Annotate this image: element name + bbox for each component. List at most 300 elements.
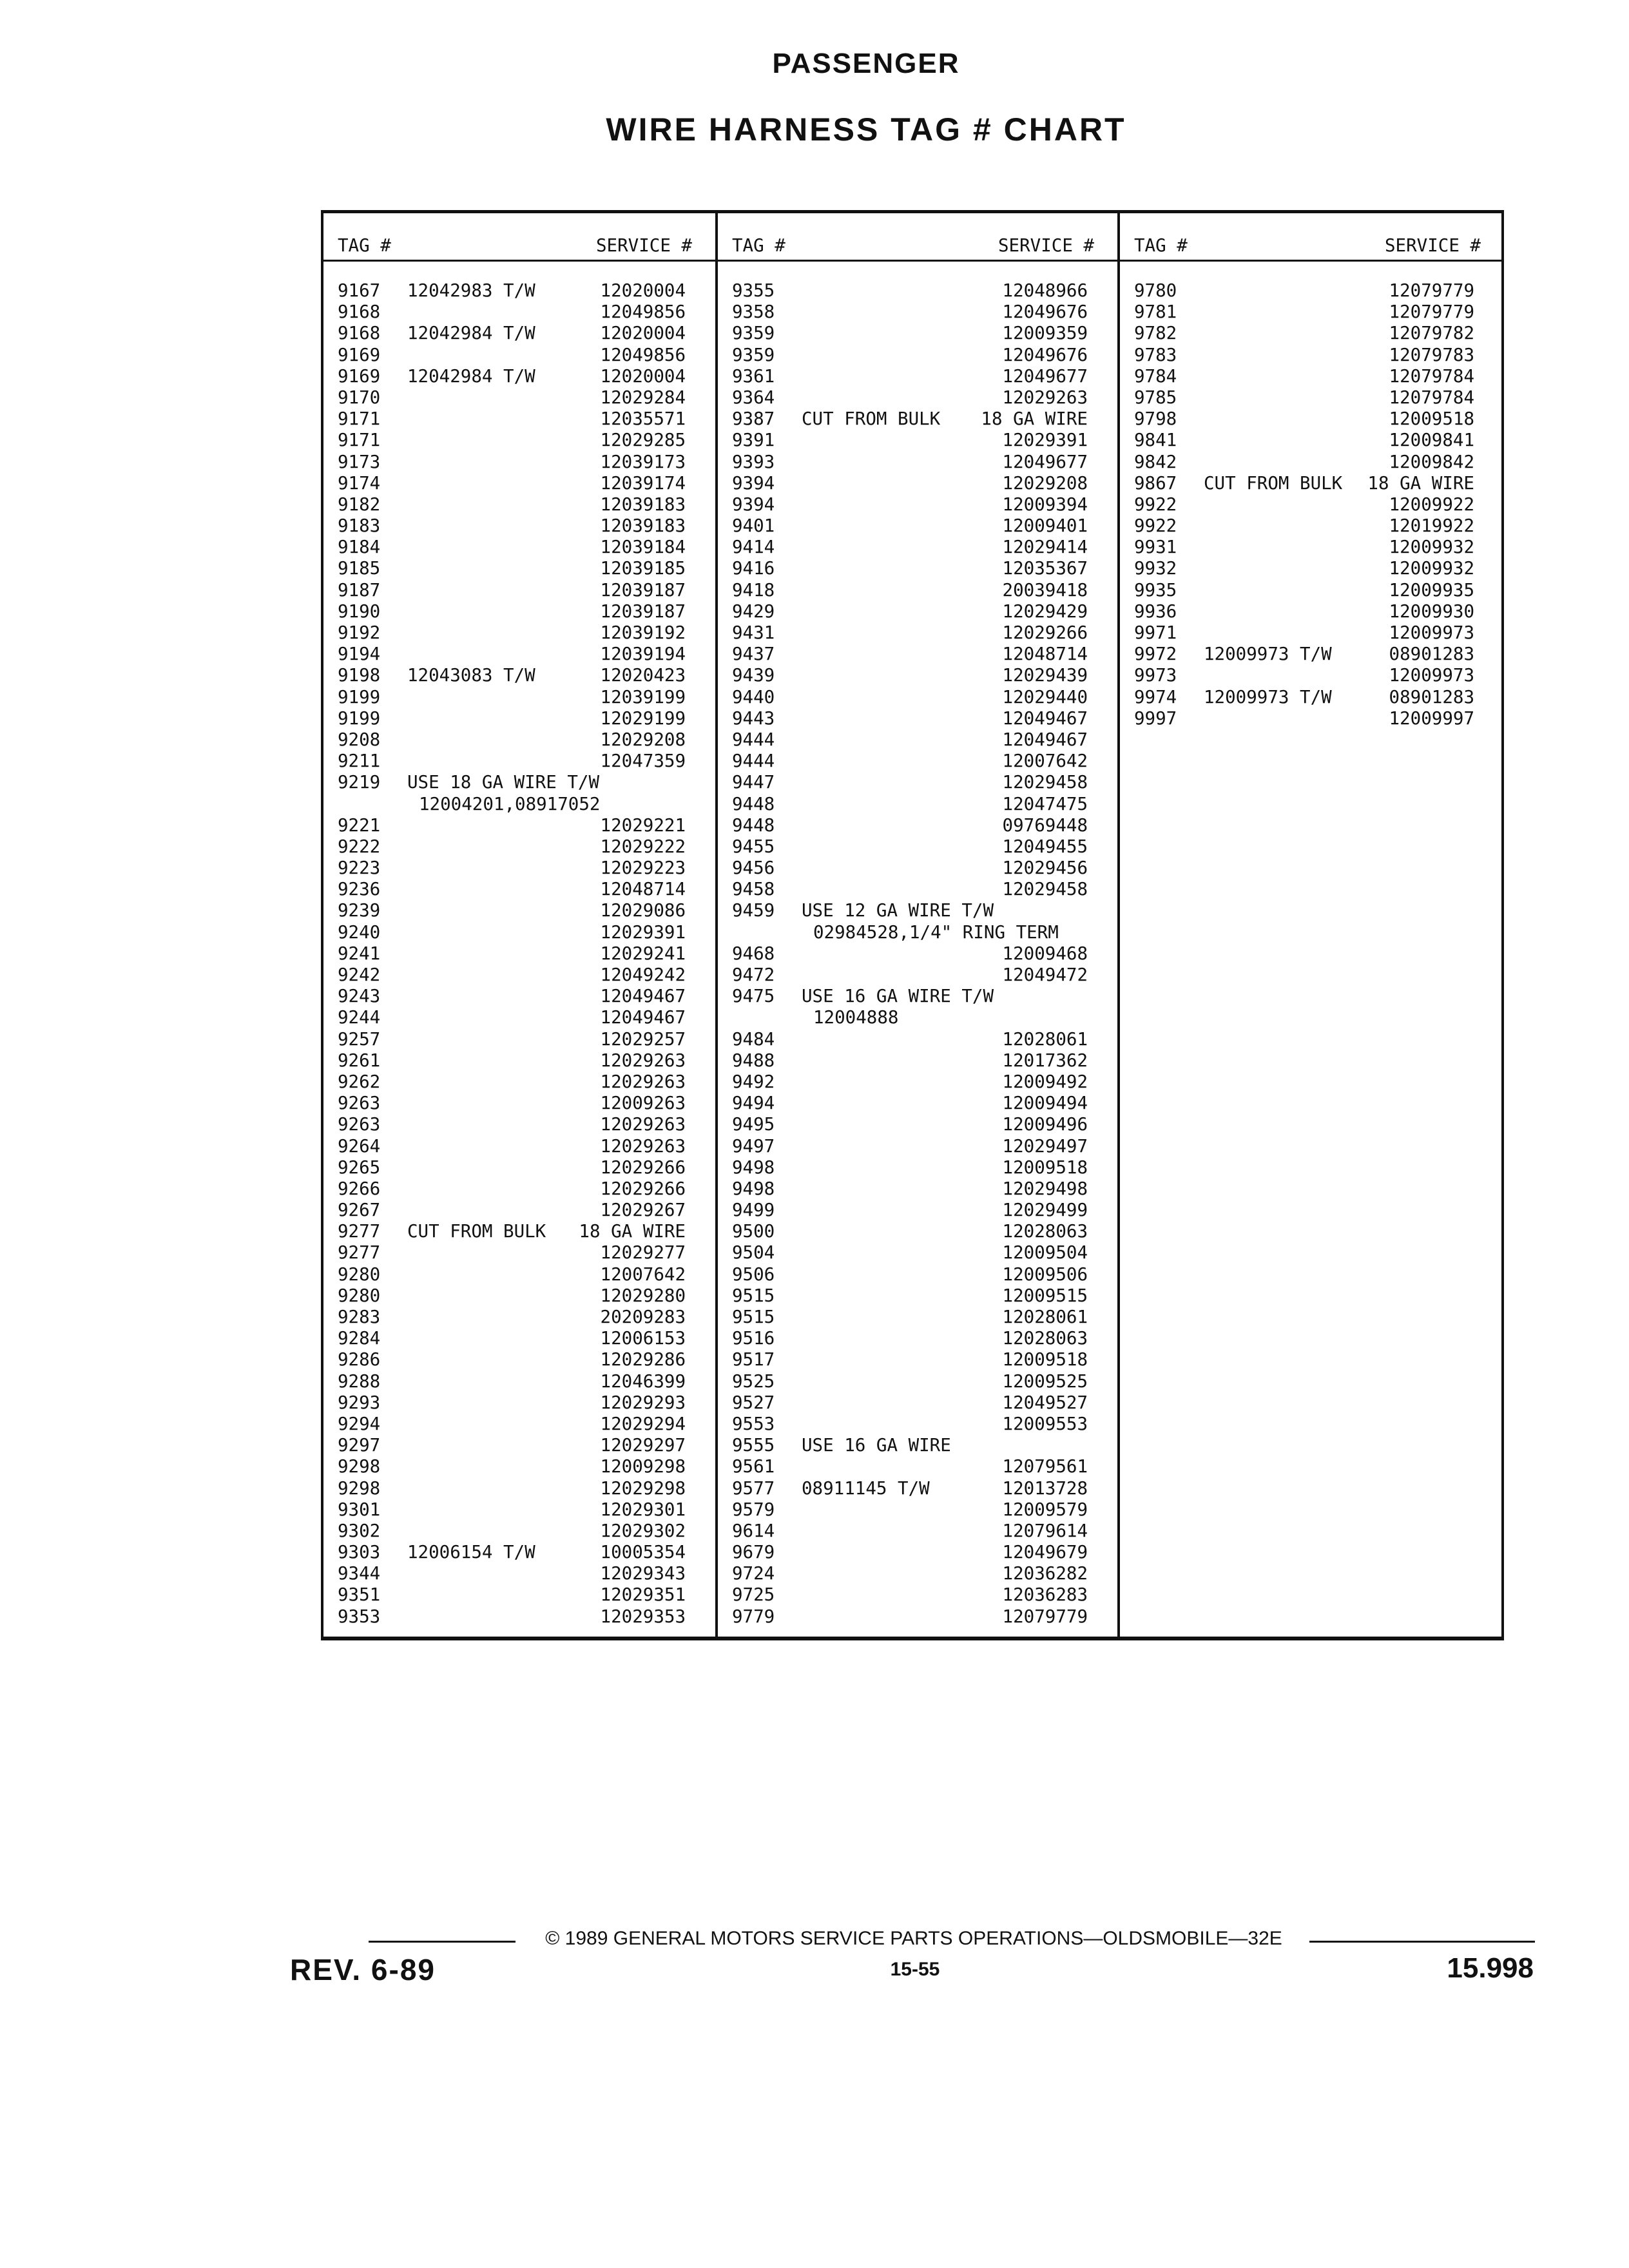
- service-number: 12049467: [600, 1007, 686, 1028]
- table-row: [718, 1264, 1117, 1285]
- tag-number: 9294: [338, 1413, 381, 1434]
- table-row: [718, 900, 1117, 921]
- tag-chart-table: [321, 210, 1504, 1640]
- tag-number: 9922: [1134, 515, 1177, 537]
- service-number: 12029458: [1002, 772, 1088, 793]
- service-number: 12029458: [1002, 879, 1088, 900]
- tag-number: 9515: [732, 1307, 775, 1327]
- service-number: 18 GA WIRE: [579, 1221, 686, 1242]
- service-number: 12029086: [600, 900, 686, 921]
- tag-number: 9553: [732, 1413, 775, 1434]
- row-note: 08911145 T/W: [802, 1477, 930, 1499]
- table-row: [718, 836, 1117, 858]
- tag-number: 9842: [1134, 451, 1177, 472]
- service-number: 12049676: [1002, 302, 1088, 323]
- tag-number: 9414: [732, 537, 775, 558]
- tag-number: 9353: [338, 1606, 381, 1627]
- table-row: [718, 494, 1117, 515]
- tag-number: 9262: [338, 1071, 381, 1092]
- tag-number: 9780: [1134, 280, 1177, 301]
- service-number: 12029302: [600, 1520, 686, 1541]
- table-row: [323, 1307, 715, 1328]
- service-number: 12039183: [600, 515, 686, 537]
- table-row: [323, 708, 715, 729]
- table-row: [718, 943, 1117, 965]
- service-number: 12029208: [600, 729, 686, 750]
- tag-number: 9448: [732, 814, 775, 836]
- service-number: 12048714: [600, 879, 686, 900]
- table-row: [323, 580, 715, 601]
- service-number: 12079779: [1389, 302, 1474, 323]
- table-row: [1120, 430, 1504, 451]
- service-number: 12029391: [1002, 430, 1088, 451]
- table-row: [323, 1050, 715, 1072]
- tag-number: 9182: [338, 494, 381, 515]
- footer-rule-left: [369, 1941, 516, 1943]
- service-number: 12009932: [1389, 537, 1474, 558]
- tag-number: 9484: [732, 1028, 775, 1050]
- header-service: SERVICE #: [595, 235, 692, 256]
- table-row: [323, 1221, 715, 1242]
- table-row: [1120, 280, 1504, 302]
- table-row: [323, 1242, 715, 1264]
- header-tag: TAG #: [732, 235, 786, 256]
- table-row: [718, 1136, 1117, 1157]
- service-number: 12049472: [1002, 965, 1088, 985]
- service-number: 12036282: [1002, 1563, 1088, 1584]
- row-note: 12042984 T/W: [407, 323, 535, 344]
- service-number: 12048714: [1002, 644, 1088, 665]
- service-number: 20209283: [600, 1307, 686, 1327]
- table-row: [718, 1200, 1117, 1221]
- tag-number: 9798: [1134, 408, 1177, 430]
- service-number: 12029294: [600, 1413, 686, 1434]
- header-service: SERVICE #: [998, 235, 1094, 256]
- service-number: 12039192: [600, 622, 686, 643]
- tag-number: 9173: [338, 451, 381, 472]
- tag-number: 9223: [338, 858, 381, 879]
- service-number: 12009394: [1002, 494, 1088, 515]
- table-row: [323, 1200, 715, 1221]
- tag-number: 9525: [732, 1370, 775, 1392]
- service-number: 12029263: [600, 1071, 686, 1092]
- service-number: 12079784: [1389, 387, 1474, 408]
- tag-number: 9297: [338, 1435, 381, 1456]
- table-row: [1120, 665, 1504, 686]
- tag-number: 9782: [1134, 323, 1177, 344]
- tag-number: 9973: [1134, 665, 1177, 686]
- service-number: 12079614: [1002, 1520, 1088, 1541]
- table-row: [1120, 644, 1504, 665]
- tag-number: 9344: [338, 1563, 381, 1584]
- table-row: [323, 1029, 715, 1050]
- service-number: 12079784: [1389, 365, 1474, 387]
- table-row: [718, 345, 1117, 366]
- table-row: [718, 601, 1117, 622]
- service-number: 12029456: [1002, 858, 1088, 879]
- service-number: 12009973: [1389, 622, 1474, 643]
- table-row: [718, 1328, 1117, 1349]
- service-number: 12009935: [1389, 579, 1474, 601]
- service-number: 12007642: [600, 1264, 686, 1285]
- tag-number: 9267: [338, 1200, 381, 1221]
- service-number: 12049467: [600, 986, 686, 1007]
- tag-number: 9867: [1134, 472, 1177, 494]
- service-number: 12029267: [600, 1200, 686, 1221]
- tag-number: 9504: [732, 1242, 775, 1264]
- service-number: 12035571: [600, 408, 686, 430]
- row-note: 12006154 T/W: [407, 1542, 535, 1563]
- service-number: 12079783: [1389, 344, 1474, 365]
- table-row: [718, 622, 1117, 644]
- table-row: [323, 473, 715, 494]
- service-number: 12029498: [1002, 1178, 1088, 1199]
- tag-number: 9361: [732, 365, 775, 387]
- tag-number: 9459: [732, 900, 775, 921]
- service-number: 12006153: [600, 1328, 686, 1349]
- service-number: 12029497: [1002, 1135, 1088, 1157]
- table-row: [718, 922, 1117, 943]
- table-row: [323, 1007, 715, 1028]
- service-number: 12009504: [1002, 1242, 1088, 1264]
- table-row: [718, 1456, 1117, 1477]
- service-number: 12049679: [1002, 1542, 1088, 1563]
- column-header: [718, 220, 1117, 262]
- service-number: 12029284: [600, 387, 686, 408]
- header-tag: TAG #: [1134, 235, 1188, 256]
- service-number: 20039418: [1002, 579, 1088, 601]
- table-row: [323, 751, 715, 772]
- service-number: 12009842: [1389, 451, 1474, 472]
- table-row: [323, 836, 715, 858]
- service-number: 12039187: [600, 601, 686, 622]
- tag-number: 9239: [338, 900, 381, 921]
- service-number: 12009518: [1002, 1157, 1088, 1178]
- table-row: [323, 644, 715, 665]
- tag-number: 9187: [338, 579, 381, 601]
- tag-number: 9614: [732, 1520, 775, 1541]
- tag-number: 9444: [732, 751, 775, 772]
- table-row: [1120, 452, 1504, 473]
- tag-number: 9283: [338, 1307, 381, 1327]
- row-note: USE 16 GA WIRE T/W: [802, 986, 994, 1007]
- service-number: 12009494: [1002, 1093, 1088, 1114]
- table-row: [718, 1606, 1117, 1628]
- table-row: [1120, 366, 1504, 387]
- table-row: [323, 323, 715, 344]
- tag-number: 9494: [732, 1093, 775, 1114]
- service-number: 12009579: [1002, 1499, 1088, 1520]
- service-number: 12029429: [1002, 601, 1088, 622]
- service-number: 12029499: [1002, 1200, 1088, 1221]
- tag-number: 9286: [338, 1349, 381, 1370]
- tag-number: 9974: [1134, 686, 1177, 707]
- service-number: 12029297: [600, 1435, 686, 1456]
- table-row: [718, 1157, 1117, 1178]
- table-row: [718, 751, 1117, 772]
- tag-number: 9174: [338, 472, 381, 494]
- tag-number: 9468: [732, 943, 775, 964]
- tag-number: 9168: [338, 302, 381, 323]
- service-number: 12009518: [1002, 1349, 1088, 1370]
- tag-number: 9219: [338, 772, 381, 793]
- table-row: [323, 366, 715, 387]
- tag-number: 9515: [732, 1285, 775, 1306]
- table-row: [323, 665, 715, 686]
- table-row: [718, 580, 1117, 601]
- table-row: [323, 1478, 715, 1499]
- service-number: 12020004: [600, 323, 686, 344]
- tag-number: 9458: [732, 879, 775, 900]
- table-row: [323, 1521, 715, 1542]
- service-number: 12009401: [1002, 515, 1088, 537]
- table-row: [1120, 323, 1504, 344]
- service-number: 12039174: [600, 472, 686, 494]
- table-row: [323, 494, 715, 515]
- table-row: [323, 965, 715, 986]
- table-row: [718, 1007, 1117, 1028]
- table-row: [718, 473, 1117, 494]
- service-number: 12009525: [1002, 1370, 1088, 1392]
- table-row: [323, 1414, 715, 1435]
- column-header: [323, 220, 715, 262]
- service-number: 12029222: [600, 836, 686, 857]
- table-row: [718, 366, 1117, 387]
- tag-number: 9527: [732, 1392, 775, 1413]
- service-number: 12039183: [600, 494, 686, 515]
- table-row: [323, 515, 715, 537]
- tag-number: 9394: [732, 472, 775, 494]
- tag-number: 9293: [338, 1392, 381, 1413]
- row-continuation: 12004888: [813, 1007, 899, 1028]
- tag-number: 9198: [338, 665, 381, 686]
- row-note: USE 18 GA WIRE T/W: [407, 772, 600, 793]
- service-number: 12028061: [1002, 1028, 1088, 1050]
- table-row: [323, 408, 715, 430]
- service-number: 18 GA WIRE: [1367, 472, 1474, 494]
- tag-number: 9785: [1134, 387, 1177, 408]
- service-number: 12029280: [600, 1285, 686, 1306]
- service-number: 12049455: [1002, 836, 1088, 857]
- table-row: [718, 729, 1117, 751]
- tag-number: 9416: [732, 558, 775, 579]
- service-number: 12029263: [600, 1135, 686, 1157]
- service-number: 12029343: [600, 1563, 686, 1584]
- service-number: 12009973: [1389, 665, 1474, 686]
- tag-number: 9302: [338, 1520, 381, 1541]
- tag-number: 9236: [338, 879, 381, 900]
- table-row: [323, 1285, 715, 1307]
- service-number: 12049676: [1002, 344, 1088, 365]
- table-row: [718, 1392, 1117, 1414]
- table-row: [323, 900, 715, 921]
- tag-number: 9447: [732, 772, 775, 793]
- service-number: 12029208: [1002, 472, 1088, 494]
- tag-number: 9972: [1134, 644, 1177, 665]
- table-row: [1120, 302, 1504, 323]
- tag-number: 9358: [732, 302, 775, 323]
- table-row: [323, 1392, 715, 1414]
- table-row: [323, 1157, 715, 1178]
- tag-number: 9506: [732, 1264, 775, 1285]
- tag-number: 9517: [732, 1349, 775, 1370]
- table-row: [718, 408, 1117, 430]
- table-row: [718, 515, 1117, 537]
- service-number: 12009930: [1389, 601, 1474, 622]
- service-number: 12029285: [600, 430, 686, 451]
- service-number: 12049467: [1002, 707, 1088, 729]
- row-continuation: 12004201,08917052: [419, 793, 601, 814]
- tag-number: 9781: [1134, 302, 1177, 323]
- tag-number: 9240: [338, 921, 381, 943]
- tag-number: 9418: [732, 579, 775, 601]
- table-row: [718, 687, 1117, 708]
- tag-number: 9277: [338, 1221, 381, 1242]
- tag-number: 9261: [338, 1050, 381, 1071]
- table-row: [323, 452, 715, 473]
- table-row: [323, 280, 715, 302]
- service-number: 12029353: [600, 1606, 686, 1627]
- table-row: [323, 943, 715, 965]
- row-note: 12009973 T/W: [1204, 644, 1332, 665]
- table-row: [1120, 537, 1504, 558]
- column-rows: [323, 280, 715, 1628]
- tag-number: 9492: [732, 1071, 775, 1092]
- table-row: [323, 558, 715, 579]
- tag-number: 9456: [732, 858, 775, 879]
- tag-number: 9387: [732, 408, 775, 430]
- table-row: [718, 1563, 1117, 1584]
- table-row: [1120, 622, 1504, 644]
- service-number: 12009298: [600, 1456, 686, 1477]
- tag-number: 9194: [338, 644, 381, 665]
- service-number: 12029286: [600, 1349, 686, 1370]
- table-row: [323, 1606, 715, 1628]
- service-number: 12029241: [600, 943, 686, 964]
- table-row: [323, 387, 715, 408]
- tag-number: 9192: [338, 622, 381, 643]
- table-row: [718, 1221, 1117, 1242]
- table-row: [718, 387, 1117, 408]
- tag-number: 9971: [1134, 622, 1177, 643]
- tag-number: 9499: [732, 1200, 775, 1221]
- table-row: [323, 1264, 715, 1285]
- table-row: [718, 1072, 1117, 1093]
- table-row: [718, 280, 1117, 302]
- service-number: 12029301: [600, 1499, 686, 1520]
- tag-number: 9257: [338, 1028, 381, 1050]
- service-number: 12079782: [1389, 323, 1474, 344]
- tag-number: 9516: [732, 1328, 775, 1349]
- service-number: 12029199: [600, 707, 686, 729]
- table-row: [718, 1178, 1117, 1200]
- service-number: 12009468: [1002, 943, 1088, 964]
- table-row: [323, 430, 715, 451]
- tag-number: 9935: [1134, 579, 1177, 601]
- service-number: 12009263: [600, 1093, 686, 1114]
- service-number: 12029391: [600, 921, 686, 943]
- service-number: 12029257: [600, 1028, 686, 1050]
- table-row: [1120, 387, 1504, 408]
- table-row: [718, 1414, 1117, 1435]
- service-number: 12029298: [600, 1477, 686, 1499]
- table-row: [718, 1371, 1117, 1392]
- service-number: 12039187: [600, 579, 686, 601]
- tag-number: 9264: [338, 1135, 381, 1157]
- tag-number: 9431: [732, 622, 775, 643]
- tag-number: 9298: [338, 1477, 381, 1499]
- tag-number: 9455: [732, 836, 775, 857]
- tag-number: 9437: [732, 644, 775, 665]
- tag-number: 9243: [338, 986, 381, 1007]
- service-number: 12028061: [1002, 1307, 1088, 1327]
- table-row: [1120, 345, 1504, 366]
- service-number: 12028063: [1002, 1221, 1088, 1242]
- table-row: [1120, 515, 1504, 537]
- service-number: 12020004: [600, 365, 686, 387]
- table-row: [718, 986, 1117, 1007]
- table-row: [323, 986, 715, 1007]
- tag-number: 9280: [338, 1264, 381, 1285]
- table-row: [323, 1584, 715, 1606]
- service-number: 12039173: [600, 451, 686, 472]
- service-number: 12048966: [1002, 280, 1088, 301]
- service-number: 12047475: [1002, 793, 1088, 814]
- tag-number: 9288: [338, 1370, 381, 1392]
- service-number: 12036283: [1002, 1584, 1088, 1606]
- tag-number: 9498: [732, 1157, 775, 1178]
- tag-number: 9241: [338, 943, 381, 964]
- service-number: 18 GA WIRE: [981, 408, 1088, 430]
- tag-number: 9169: [338, 365, 381, 387]
- table-row: [718, 965, 1117, 986]
- tag-number: 9932: [1134, 558, 1177, 579]
- tag-number: 9391: [732, 430, 775, 451]
- service-number: 12009496: [1002, 1114, 1088, 1135]
- footer-copyright: © 1989 GENERAL MOTORS SERVICE PARTS OPERATIONS—OLDSMOBILE—32E: [545, 1928, 1282, 1949]
- table-row: [1120, 708, 1504, 729]
- tag-number: 9265: [338, 1157, 381, 1178]
- tag-number: 9211: [338, 751, 381, 772]
- service-number: 12009506: [1002, 1264, 1088, 1285]
- table-row: [718, 1114, 1117, 1135]
- table-row: [323, 687, 715, 708]
- tag-number: 9443: [732, 707, 775, 729]
- tag-number: 9936: [1134, 601, 1177, 622]
- table-row: [718, 1499, 1117, 1521]
- service-number: 08901283: [1389, 686, 1474, 707]
- table-row: [323, 622, 715, 644]
- tag-number: 9393: [732, 451, 775, 472]
- table-row: [323, 1563, 715, 1584]
- tag-number: 9263: [338, 1093, 381, 1114]
- service-number: 12009922: [1389, 494, 1474, 515]
- service-number: 12009841: [1389, 430, 1474, 451]
- table-row: [718, 1478, 1117, 1499]
- row-note: 12042984 T/W: [407, 365, 535, 387]
- table-row: [1120, 473, 1504, 494]
- tag-number: 9266: [338, 1178, 381, 1199]
- table-row: [718, 558, 1117, 579]
- tag-number: 9263: [338, 1114, 381, 1135]
- table-row: [718, 430, 1117, 451]
- service-number: 12029263: [600, 1050, 686, 1071]
- table-row: [718, 1542, 1117, 1563]
- table-row: [718, 815, 1117, 836]
- tag-number: 9783: [1134, 344, 1177, 365]
- tag-number: 9298: [338, 1456, 381, 1477]
- service-number: 12007642: [1002, 751, 1088, 772]
